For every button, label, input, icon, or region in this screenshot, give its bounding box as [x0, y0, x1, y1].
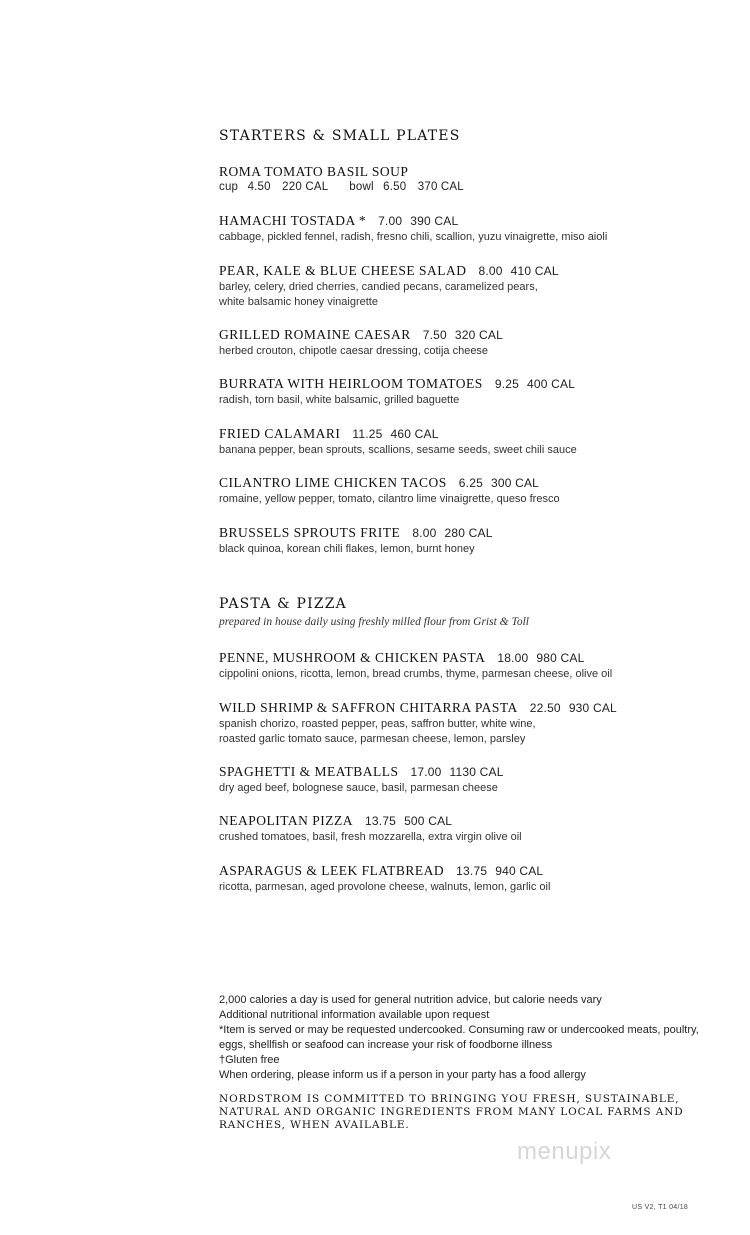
item-name: ASPARAGUS & LEEK FLATBREAD	[219, 863, 445, 878]
menu-item	[219, 650, 719, 682]
item-name: HAMACHI TOSTADA	[219, 213, 356, 228]
item-calories: 460 CAL	[390, 427, 439, 441]
bowl-price: 6.50	[383, 181, 407, 193]
cup-cal: 220 CAL	[282, 181, 328, 193]
menu-item	[219, 213, 719, 245]
menu-item	[219, 475, 719, 507]
item-price: 8.00	[412, 526, 437, 540]
item-description: cabbage, pickled fennel, radish, fresno chili, scallion, yuzu vinaigrette, miso aioli	[219, 231, 608, 243]
item-calories: 280 CAL	[444, 526, 493, 540]
menu-code: US V2, T1 04/18	[632, 1204, 689, 1211]
item-calories: 390 CAL	[410, 214, 459, 228]
asterisk-mark: *	[219, 1024, 224, 1036]
item-price: 11.25	[352, 427, 383, 441]
item-calories: 320 CAL	[454, 328, 504, 342]
item-description: cippolini onions, ricotta, lemon, bread crumbs, thyme, parmesan cheese, olive oil	[219, 668, 613, 680]
undercooked-mark: *	[358, 213, 367, 228]
menu-item	[219, 700, 719, 747]
gluten-note	[219, 1053, 719, 1068]
menu-item	[219, 525, 719, 557]
item-calories: 400 CAL	[526, 377, 576, 391]
item-price: 8.00	[478, 264, 503, 278]
allergy-note: When ordering, please inform us if a person in your party has a food allergy	[219, 1069, 586, 1081]
undercooked-text: Item is served or may be requested undercooked. Consuming raw or undercooked meats, poultry,	[223, 1024, 699, 1036]
item-calories: 940 CAL	[495, 864, 544, 878]
menu-item	[219, 863, 719, 895]
item-name: PENNE, MUSHROOM & CHICKEN PASTA	[219, 650, 486, 665]
item-description: roasted garlic tomato sauce, parmesan cheese, lemon, parsley	[219, 733, 526, 745]
item-description: white balsamic honey vinaigrette	[219, 296, 378, 308]
cup-price: 4.50	[247, 181, 271, 193]
menu-item	[219, 764, 719, 796]
item-description: black quinoa, korean chili flakes, lemon, burnt honey	[219, 543, 475, 555]
section-title-pasta: PASTA & PIZZA	[219, 596, 347, 612]
undercooked-note-cont: eggs, shellfish or seafood can increase your risk of foodborne illness	[219, 1039, 553, 1051]
item-calories: 1130 CAL	[449, 765, 504, 779]
bowl-label: bowl	[349, 181, 374, 193]
item-description: ricotta, parmesan, aged provolone cheese, walnuts, lemon, garlic oil	[219, 881, 551, 893]
pasta-note: prepared in house daily using freshly milled flour from Grist & Toll	[219, 616, 529, 628]
footer-notes	[219, 993, 719, 1083]
item-description: herbed crouton, chipotle caesar dressing, cotija cheese	[219, 345, 489, 357]
item-price: 17.00	[410, 765, 442, 779]
item-calories: 500 CAL	[404, 814, 453, 828]
bowl-cal: 370 CAL	[417, 181, 464, 193]
item-description: spanish chorizo, roasted pepper, peas, saffron butter, white wine,	[219, 718, 536, 730]
item-description: dry aged beef, bolognese sauce, basil, parmesan cheese	[219, 782, 498, 794]
undercooked-note	[219, 1023, 719, 1038]
item-price: 22.50	[529, 701, 561, 715]
item-description: barley, celery, dried cherries, candied pecans, caramelized pears,	[219, 281, 538, 293]
item-description: romaine, yellow pepper, tomato, cilantro lime vinaigrette, queso fresco	[219, 493, 560, 505]
menu-item-soup	[219, 164, 719, 193]
item-name: ROMA TOMATO BASIL SOUP	[219, 164, 409, 179]
item-name: PEAR, KALE & BLUE CHEESE SALAD	[219, 263, 467, 278]
item-description: banana pepper, bean sprouts, scallions, sesame seeds, sweet chili sauce	[219, 444, 577, 456]
item-price: 13.75	[365, 814, 397, 828]
item-name: NEAPOLITAN PIZZA	[219, 813, 354, 828]
item-calories: 410 CAL	[510, 264, 559, 278]
item-name: FRIED CALAMARI	[219, 426, 341, 441]
commitment-statement: NORDSTROM IS COMMITTED TO BRINGING YOU FRESH, SUSTAINABLE, NATURAL AND ORGANIC INGREDIENTS FROM MANY LOCAL FARMS AND RANCHES, WHEN AVAILABLE.	[219, 1093, 684, 1131]
item-name: SPAGHETTI & MEATBALLS	[219, 764, 399, 779]
menu-item	[219, 263, 719, 310]
item-price: 7.00	[378, 214, 403, 228]
item-price: 13.75	[456, 864, 488, 878]
item-name: GRILLED ROMAINE CAESAR	[219, 327, 411, 342]
item-calories: 980 CAL	[536, 651, 585, 665]
menu-item	[219, 426, 719, 458]
calorie-note: 2,000 calories a day is used for general nutrition advice, but calorie needs vary	[219, 994, 602, 1006]
cup-label: cup	[219, 181, 239, 193]
item-name: BURRATA WITH HEIRLOOM TOMATOES	[219, 376, 483, 391]
nutrition-note: Additional nutritional information available upon request	[219, 1009, 490, 1021]
menu-item	[219, 376, 719, 408]
item-description: crushed tomatoes, basil, fresh mozzarella, extra virgin olive oil	[219, 831, 522, 843]
item-price: 18.00	[497, 651, 529, 665]
gluten-label: Gluten free	[225, 1054, 280, 1066]
menu-item	[219, 327, 719, 359]
item-calories: 300 CAL	[490, 476, 540, 490]
item-name: WILD SHRIMP & SAFFRON CHITARRA PASTA	[219, 700, 518, 715]
section-title-starters: STARTERS & SMALL PLATES	[219, 128, 461, 144]
item-price: 7.50	[422, 328, 447, 342]
item-price: 6.25	[458, 476, 483, 490]
item-price: 9.25	[494, 377, 519, 391]
item-description: radish, torn basil, white balsamic, grilled baguette	[219, 394, 460, 406]
menu-item	[219, 813, 719, 845]
item-calories: 930 CAL	[568, 701, 617, 715]
dagger-mark: †	[219, 1054, 226, 1066]
item-name: BRUSSELS SPROUTS FRITE	[219, 525, 401, 540]
item-name: CILANTRO LIME CHICKEN TACOS	[219, 475, 447, 490]
watermark-logo: menupix	[517, 1138, 612, 1165]
